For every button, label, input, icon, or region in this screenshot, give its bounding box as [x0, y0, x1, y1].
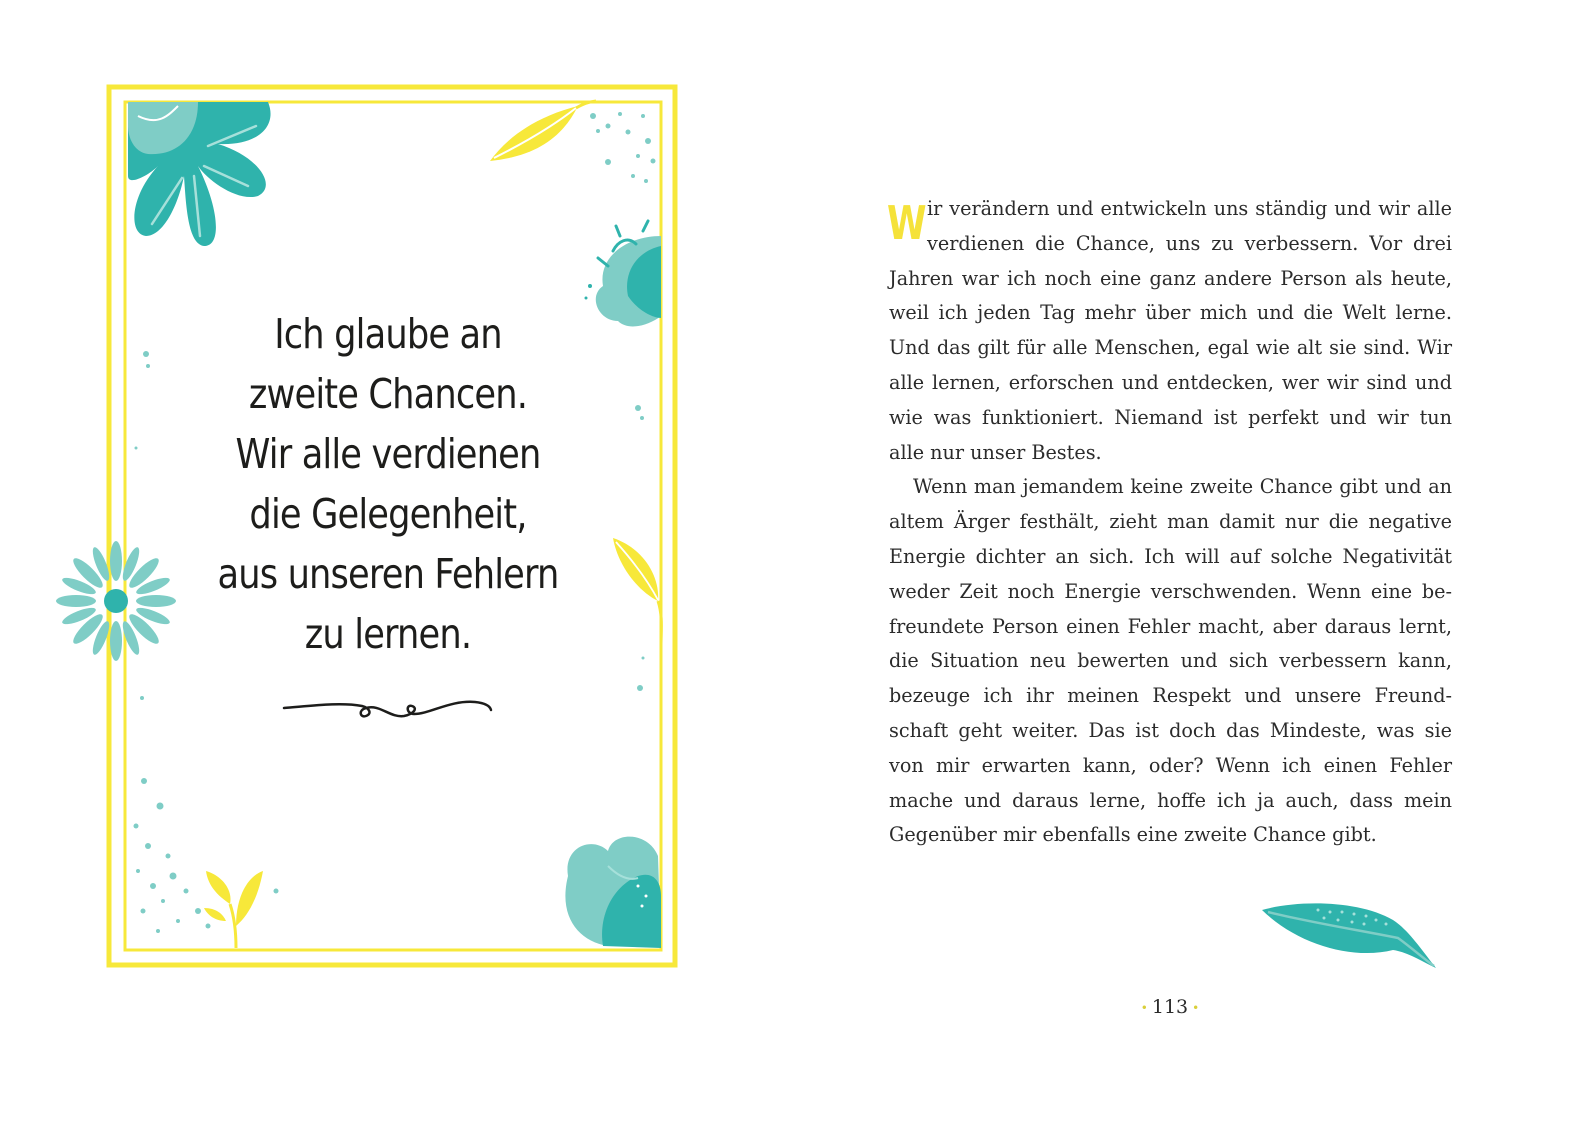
drop-cap: W	[887, 196, 927, 250]
paragraph-2: Wenn man jemandem keine zweite Chance gibt und an altem Ärger festhält, zieht man damit nur die negative Energie dichter an sich. Ich will auf solche Negativität weder Zeit noch Energie verschwenden. Wenn eine befreundete Person einen Fehler macht, aber daraus lernt, die Situation neu bewerten und sich verbessern kann, bezeuge ich ihr meinen Respekt und unsere Freundschaft geht weiter. Das ist doch das Mindeste, was sie von mir erwarten kann, oder? Wenn ich einen Fehler mache und daraus lerne, hoffe ich ja auch, dass mein Gegenüber mir ebenfalls eine zweite Chance gibt.	[889, 475, 1452, 847]
page-number-value: 113	[1151, 996, 1189, 1018]
quote-line-6: zu lernen.	[304, 610, 472, 658]
article-body	[889, 192, 1452, 853]
page-number	[1120, 996, 1220, 1018]
page-number-dot-right: •	[1192, 1001, 1200, 1015]
paragraph-1	[889, 192, 1452, 470]
flourish-ornament-icon	[280, 688, 495, 728]
quote-line-4: die Gelegenheit,	[249, 490, 527, 538]
page-number-dot-left: •	[1140, 1001, 1148, 1015]
leaf-bottom-right-icon	[1258, 900, 1443, 980]
quote-line-3: Wir alle verdienen	[235, 430, 541, 478]
flower-top-left-icon	[128, 102, 271, 246]
quote-line-5: aus unseren Fehlern	[217, 550, 559, 598]
quote-line-1: Ich glaube an	[274, 310, 502, 358]
quote-text	[173, 304, 603, 664]
quote-line-2: zweite Chancen.	[248, 370, 528, 418]
daisy-left-icon	[56, 541, 176, 661]
quote-card	[108, 86, 678, 966]
flower-bottom-right-icon	[565, 837, 661, 948]
leaf-right-icon	[613, 538, 661, 646]
leaf-top-right-icon	[490, 101, 596, 161]
dots-top-right	[590, 112, 656, 183]
sprig-bottom-left-icon	[204, 871, 263, 948]
paragraph-1-text: ir verändern und entwickeln uns ständig und wir alle verdienen die Chance, uns zu verbessern. Vor drei Jahren war ich noch eine ganz andere Person als heute, weil ich jeden Tag mehr über mich und die Welt lerne. Und das gilt für alle Menschen, egal wie alt sie sind. Wir alle lernen, erforschen und entdecken, wer wir sind und wie was funktioniert. Niemand ist perfekt und wir tun alle nur unser Bestes.	[889, 197, 1452, 464]
